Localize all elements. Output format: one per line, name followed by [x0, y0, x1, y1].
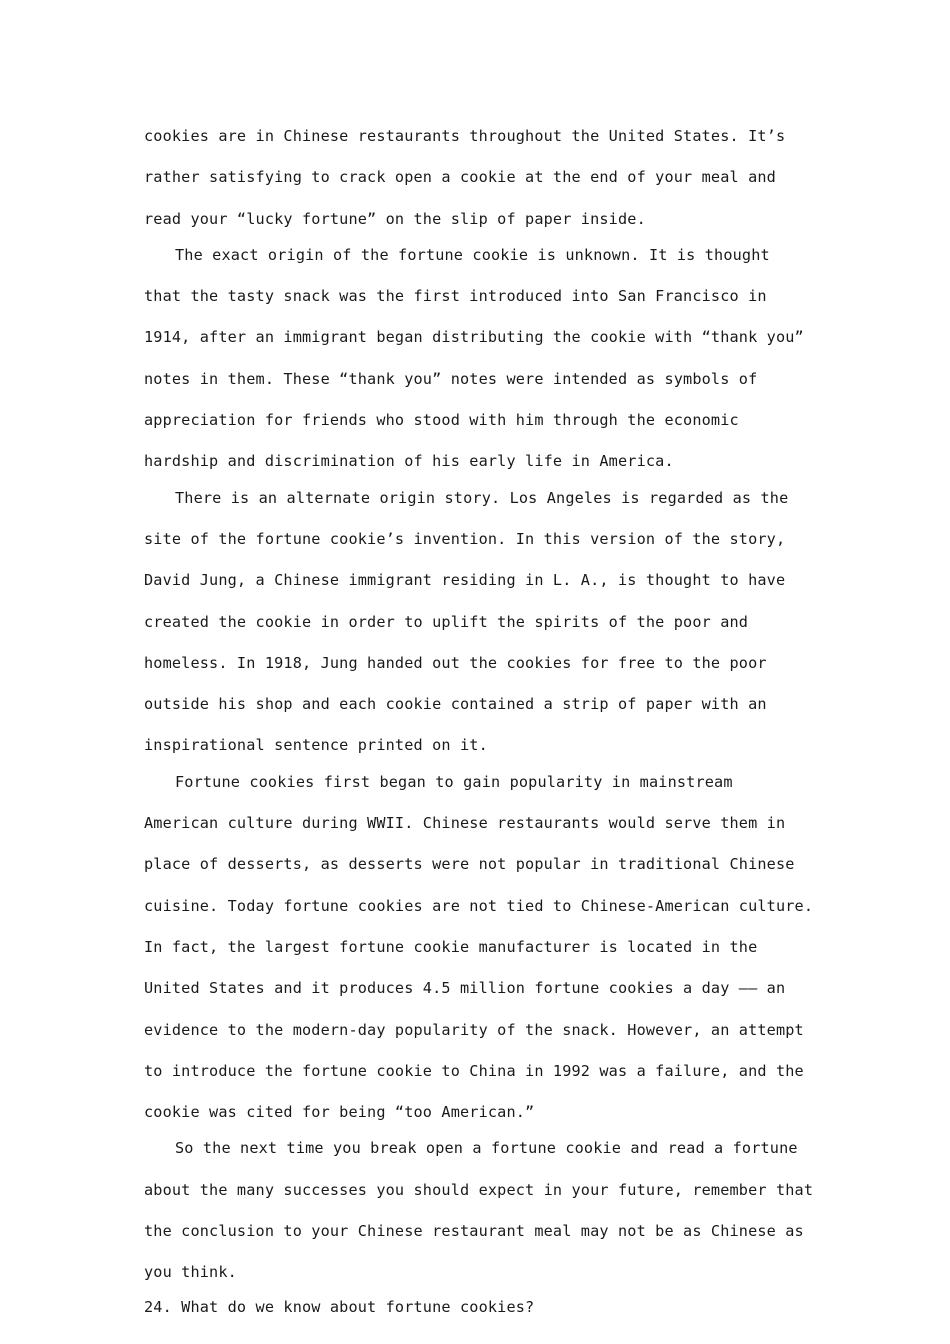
article-body	[144, 116, 816, 1320]
paragraph-alternate-origin: There is an alternate origin story. Los Angeles is regarded as the site of the fortune cookie’s invention. In this version of the story, David Jung, a Chinese immigrant residing in L. A., is thought to have created the cookie in order to uplift the spirits of the poor and homeless. In 1918, Jung handed out the cookies for free to the poor outside his shop and each cookie contained a strip of paper with an inspirational sentence printed on it.	[144, 488, 789, 755]
question-24: 24. What do we know about fortune cookies?	[144, 1297, 535, 1316]
paragraph-popularity: Fortune cookies first began to gain popularity in mainstream American culture during WWII. Chinese restaurants would serve them in place of desserts, as desserts were not popular in traditional Chinese cuisine. Today fortune cookies are not tied to Chinese-American culture. In fact, the largest fortune cookie manufacturer is located in the United States and it produces 4.5 million fortune cookies a day —— an evidence to the modern-day popularity of the snack. However, an attempt to introduce the fortune cookie to China in 1992 was a failure, and the cookie was cited for being “too American.”	[144, 772, 814, 1122]
paragraph-continuation: cookies are in Chinese restaurants throughout the United States. It’s rather satisfying to crack open a cookie at the end of your meal and read your “lucky fortune” on the slip of paper inside.	[144, 127, 786, 228]
paragraph-conclusion: So the next time you break open a fortune cookie and read a fortune about the many successes you should expect in your future, remember that the conclusion to your Chinese restaurant meal may not be as Chinese as you think.	[144, 1139, 814, 1282]
paragraph-origin: The exact origin of the fortune cookie is unknown. It is thought that the tasty snack was the first introduced into San Francisco in 1914, after an immigrant began distributing the cookie with “thank you” notes in them. These “thank you” notes were intended as symbols of appreciation for friends who stood with him through the economic hardship and discrimination of his early life in America.	[144, 245, 804, 471]
